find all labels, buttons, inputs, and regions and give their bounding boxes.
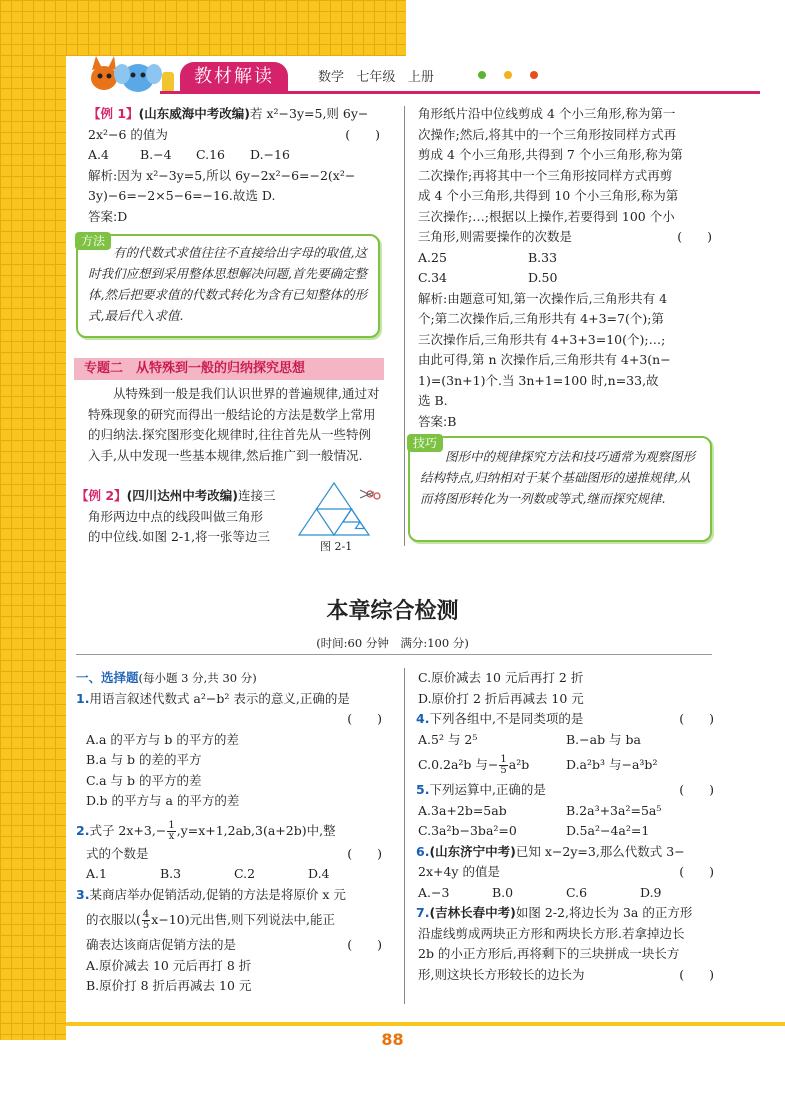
- problem-line: 三角形,则需要操作的次数是: [418, 229, 572, 244]
- question-5-option: D.5a²−4a²=1: [566, 823, 650, 838]
- green-dot-icon: [478, 71, 486, 79]
- question-1-option: D.b 的平方与 a 的平方的差: [86, 793, 240, 808]
- footer-bar: [66, 1022, 785, 1026]
- question-1-option: B.a 与 b 的差的平方: [86, 752, 202, 767]
- method-box: [76, 234, 380, 338]
- example-2-line3: 的中位线.如图 2-1,将一张等边三: [88, 529, 271, 544]
- answer-paren: ( ): [347, 845, 382, 861]
- tip-text: 图形中的规律探究方法和技巧通常为观察图形结构特点,归纳相对于某个基础图形的递推规律,从而将图形转化为一列数或等式,继而探究规律.: [420, 449, 696, 506]
- fraction-numerator: 4: [142, 909, 150, 920]
- red-dot-icon: [530, 71, 538, 79]
- problem-line: 三次操作;…;根据以上操作,若要得到 100 个小: [418, 208, 675, 224]
- question-1-text: 用语言叙述代数式 a²−b² 表示的意义,正确的是: [89, 690, 350, 706]
- question-7-line: 如图 2-2,将边长为 3a 的正方形: [515, 905, 693, 920]
- example-2-tag: 【例 2】: [76, 488, 127, 503]
- question-5-text: 下列运算中,正确的是: [429, 782, 546, 797]
- test-right-column: [416, 668, 714, 985]
- problem-line: 角形纸片沿中位线剪成 4 个小三角形,称为第一: [418, 106, 676, 121]
- example-1: [88, 104, 380, 227]
- yellow-grid-margin: [0, 0, 66, 1040]
- question-6-option: B.0: [492, 884, 514, 900]
- question-5-option: A.3a+2b=5ab: [418, 802, 507, 818]
- question-3-option: D.原价打 2 折后再减去 10 元: [418, 690, 584, 706]
- answer-label: 答案:: [88, 208, 118, 224]
- example-2-source: (四川达州中考改编): [126, 488, 238, 503]
- answer-paren: ( ): [677, 229, 712, 244]
- example-2-option: C.34: [418, 270, 447, 285]
- example-2: [76, 486, 296, 548]
- fraction: [499, 755, 507, 776]
- yellow-grid-top: [66, 0, 406, 56]
- question-3-option: A.原价减去 10 元后再打 8 折: [86, 957, 252, 973]
- topic-heading: 专题二 从特殊到一般的归纳探究思想: [74, 358, 384, 380]
- tip-box: [408, 436, 712, 542]
- question-number: 7.: [416, 905, 430, 920]
- question-2-option: D.4: [308, 866, 330, 881]
- question-3-text-c: 确表达该商店促销方法的是: [86, 937, 237, 952]
- method-text: 有的代数式求值往往不直接给出字母的取值,这时我们应想到采用整体思想解决问题,首先要确定整体,然后把要求值的代数式转化为含有已知整体的形式,最后代入求值.: [88, 245, 367, 323]
- question-4-text: 下列各组中,不是同类项的是: [429, 711, 584, 726]
- header-subject: 数学: [318, 70, 345, 85]
- question-6-text-b: 2x+4y 的值是: [418, 864, 500, 879]
- fraction-numerator: 1: [500, 754, 507, 765]
- answer-paren: ( ): [347, 711, 382, 726]
- question-7-source: (吉林长春中考): [429, 905, 516, 920]
- tip-tag: 技巧: [407, 434, 443, 452]
- solution-line: 由此可得,第 n 次操作后,三角形共有 4+3(n−: [418, 352, 671, 367]
- answer-paren: ( ): [679, 711, 714, 726]
- question-1-option: C.a 与 b 的平方的差: [86, 772, 202, 788]
- question-7-line: 沿虚线剪成两块正方形和两块长方形.若拿掉边长: [418, 925, 685, 941]
- solution-line: 个;第二次操作后,三角形共有 4+3=7(个);第: [418, 311, 664, 326]
- answer-paren: ( ): [679, 966, 714, 982]
- example-2-option: B.33: [528, 249, 558, 265]
- question-5-option: B.2a³+3a²=5a⁵: [566, 802, 662, 818]
- scissors-icon: [360, 490, 380, 499]
- page-number: 88: [381, 1030, 404, 1049]
- example-1-option: D.−16: [250, 147, 290, 162]
- section-note: (每小题 3 分,共 30 分): [138, 671, 257, 685]
- example-2-option: D.50: [528, 270, 558, 285]
- topic-paragraph: 从特殊到一般是我们认识世界的普遍规律,通过对特殊现象的研究而得出一般结论的方法是数学上常用的归纳法.探究图形变化规律时,往往首先从一些特例入手,从中发现一些基本规律,然后推广到一般情况.: [88, 386, 380, 463]
- example-1-option: B.−4: [140, 147, 172, 162]
- question-5-option: C.3a²b−3ba²=0: [418, 823, 517, 838]
- question-2-option: A.1: [86, 866, 107, 881]
- example-1-question-line2: 2x²−6 的值为: [88, 126, 168, 142]
- question-2-text-c: 式的个数是: [86, 845, 149, 861]
- example-2-continued: [418, 104, 712, 432]
- fraction-denominator: 5: [142, 920, 150, 931]
- problem-line: 剪成 4 个小三角形,共得到 7 个小三角形,称为第: [418, 147, 683, 162]
- example-1-question-line1: 若 x²−3y=5,则 6y−: [250, 106, 369, 121]
- example-1-source: (山东威海中考改编): [138, 106, 250, 121]
- problem-line: 二次操作;再将其中一个三角形按同样方式再剪: [418, 167, 673, 183]
- example-2-line2: 角形两边中点的线段叫做三角形: [88, 508, 264, 524]
- question-6-source: (山东济宁中考): [429, 843, 516, 859]
- header-grade: 七年级: [356, 70, 396, 85]
- fraction-numerator: 1: [168, 819, 175, 831]
- yellow-dot-icon: [504, 71, 512, 79]
- question-4-option: D.a²b³ 与−a³b²: [566, 757, 658, 772]
- question-6-text-a: 已知 x−2y=3,那么代数式 3−: [515, 843, 685, 859]
- header-section-tab: 教材解读: [180, 62, 288, 92]
- horizontal-rule: [76, 654, 712, 655]
- fraction-denominator: x: [168, 830, 175, 842]
- question-6-option: C.6: [566, 884, 588, 900]
- answer-paren: ( ): [679, 782, 714, 797]
- example-1-option: C.16: [196, 147, 225, 162]
- example-2-line1: 连接三: [238, 488, 276, 503]
- cartoon-mascot-icon: [78, 54, 178, 94]
- example-2-answer: B: [447, 413, 457, 429]
- test-left-column: [76, 668, 382, 997]
- fraction-denominator: 5: [500, 765, 507, 776]
- question-number: 5.: [416, 782, 430, 797]
- example-1-tag: 【例 1】: [88, 106, 139, 121]
- answer-paren: ( ): [345, 126, 380, 142]
- fraction: [142, 910, 150, 931]
- question-7-line: 2b 的小正方形后,再将剩下的三块拼成一块长方: [418, 946, 680, 961]
- header-volume: 上册: [407, 70, 434, 85]
- question-number: 4.: [416, 711, 430, 726]
- question-4-option: A.5² 与 2⁵: [418, 731, 478, 747]
- problem-line: 成 4 个小三角形,共得到 10 个小三角形,称为第: [418, 188, 679, 203]
- question-4-option-c-b: a²b: [508, 757, 530, 772]
- figure-caption: 图 2-1: [320, 540, 353, 553]
- question-6-option: D.9: [640, 884, 662, 900]
- example-1-solution-line1: 解析:因为 x²−3y=5,所以 6y−2x²−6=−2(x²−: [88, 167, 356, 183]
- problem-line: 次操作;然后,将其中的一个三角形按同样方式再: [418, 126, 677, 142]
- question-2-text-a: 式子 2x+3,−: [89, 822, 167, 838]
- question-number: 3.: [76, 886, 90, 902]
- chapter-test-title: 本章综合检测: [326, 599, 459, 624]
- answer-paren: ( ): [679, 864, 714, 879]
- question-3-text-b1: 的衣服以(: [86, 912, 141, 927]
- example-2-option: A.25: [418, 249, 447, 265]
- question-3-option: C.原价减去 10 元后再打 2 折: [418, 670, 584, 685]
- triangle-figure: [294, 480, 384, 538]
- question-1-option: A.a 的平方与 b 的平方的差: [86, 731, 239, 747]
- example-1-answer: D: [117, 208, 128, 224]
- column-divider: [404, 668, 405, 1004]
- method-tag: 方法: [75, 232, 111, 250]
- chapter-test-info: (时间:60 分钟 满分:100 分): [316, 636, 469, 650]
- question-3-option: B.原价打 8 折后再减去 10 元: [86, 978, 252, 993]
- question-2-option: C.2: [234, 866, 256, 881]
- question-7-line: 形,则这块长方形较长的边长为: [418, 966, 585, 982]
- question-2-option: B.3: [160, 866, 182, 881]
- header-book-info: [318, 66, 434, 85]
- example-1-solution-line2: 3y)−6=−2×5−6=−16.故选 D.: [88, 188, 276, 203]
- header-rule: [160, 91, 760, 94]
- question-number: 1.: [76, 690, 90, 706]
- section-heading: 一、选择题: [76, 670, 139, 685]
- question-3-text-b2: x−10)元出售,则下列说法中,能正: [151, 912, 336, 927]
- solution-line: 1)=(3n+1)个.当 3n+1=100 时,n=33,故: [418, 372, 659, 388]
- answer-label: 答案:: [418, 413, 448, 429]
- question-number: 2.: [76, 822, 90, 838]
- fraction: [167, 821, 175, 842]
- example-1-option: A.4: [88, 147, 109, 162]
- solution-line: 三次操作后,三角形共有 4+3+3=10(个);…;: [418, 331, 666, 347]
- answer-paren: ( ): [347, 937, 382, 952]
- column-divider: [404, 106, 405, 546]
- question-4-option-c-a: C.0.2a²b 与−: [418, 757, 499, 772]
- question-3-text-a: 某商店举办促销活动,促销的方法是将原价 x 元: [89, 886, 346, 902]
- question-6-option: A.−3: [418, 884, 450, 900]
- question-number: 6.: [416, 843, 430, 859]
- solution-line: 选 B.: [418, 393, 448, 408]
- question-2-text-b: ,y=x+1,2ab,3(a+2b)中,整: [176, 822, 336, 838]
- question-4-option: B.−ab 与 ba: [566, 731, 641, 747]
- solution-line: 解析:由题意可知,第一次操作后,三角形共有 4: [418, 290, 668, 306]
